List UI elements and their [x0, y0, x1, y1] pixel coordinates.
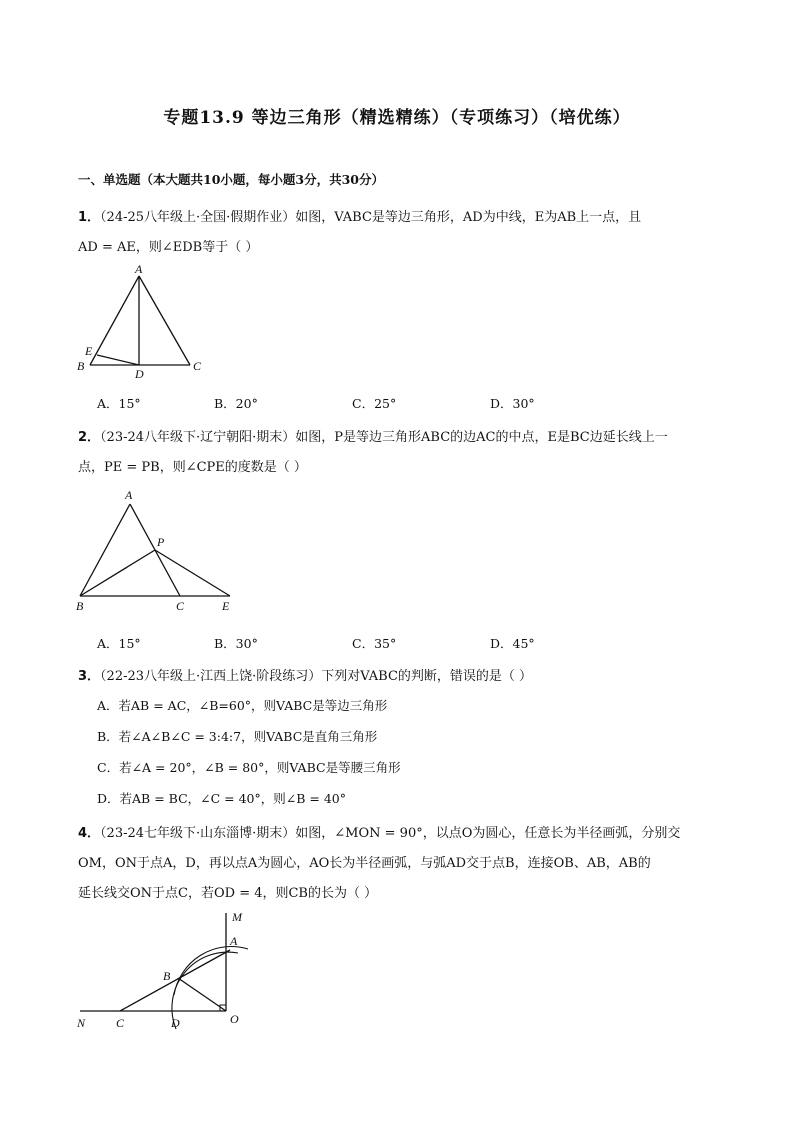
- question-2-option-b: B．30°: [214, 636, 258, 651]
- q4-label-C: C: [116, 1016, 125, 1030]
- question-1-number: 1．: [78, 210, 101, 225]
- question-1-option-d: D．30°: [490, 396, 535, 411]
- question-1-option-c: C．25°: [352, 396, 397, 411]
- question-3-number: 3．: [78, 669, 101, 684]
- question-3-line-1: [78, 665, 532, 684]
- q4-label-A: A: [230, 934, 238, 948]
- question-3-option-d: D．若AB = BC，∠C = 40°，则∠B = 40°: [97, 791, 346, 806]
- question-4-figure: [72, 905, 262, 1035]
- question-3-text-1: （22-23八年级上·江西上饶·阶段练习）下列对VABC的判断，错误的是（ ）: [100, 669, 533, 684]
- q2-label-B: B: [76, 599, 84, 613]
- q4-label-O: O: [230, 1012, 239, 1026]
- question-4-number: 4．: [78, 826, 101, 841]
- question-2-figure: [72, 484, 242, 614]
- question-2-text-2: 点，PE = PB，则∠CPE的度数是（ ）: [78, 460, 307, 475]
- q4-label-D: D: [171, 1016, 180, 1030]
- q1-label-A: A: [135, 262, 143, 276]
- question-2-option-a: A．15°: [97, 636, 141, 651]
- q1-label-C: C: [193, 359, 202, 373]
- question-1-line-1: [78, 206, 641, 225]
- question-4-line-1: [78, 822, 680, 841]
- q2-label-C: C: [176, 599, 185, 613]
- question-1-text-1: （24-25八年级上·全国·假期作业）如图，VABC是等边三角形，AD为中线，E为AB上一点，且: [100, 210, 642, 225]
- question-2-option-c: C．35°: [352, 636, 397, 651]
- question-3-option-c: C．若∠A = 20°，∠B = 80°，则VABC是等腰三角形: [97, 760, 401, 775]
- q1-label-D: D: [135, 367, 144, 380]
- question-2-line-1: [78, 426, 668, 445]
- question-1-text-2: AD = AE，则∠EDB等于（ ）: [78, 240, 259, 255]
- q1-label-B: B: [77, 359, 85, 373]
- question-2-text-1: （23-24八年级下·辽宁朝阳·期末）如图，P是等边三角形ABC的边AC的中点，E是BC边延长线上一: [100, 430, 668, 445]
- question-3-option-b: B．若∠A∠B∠C = 3:4:7，则VABC是直角三角形: [97, 729, 378, 744]
- question-2-number: 2．: [78, 430, 101, 445]
- q4-label-N: N: [77, 1016, 86, 1030]
- question-3-option-a: A．若AB = AC，∠B=60°，则VABC是等边三角形: [97, 698, 388, 713]
- q2-label-E: E: [222, 599, 230, 613]
- q2-label-P: P: [157, 535, 165, 549]
- q1-label-E: E: [85, 344, 93, 358]
- q2-label-A: A: [125, 488, 133, 502]
- page-title: 专题13.9 等边三角形（精选精练）（专项练习）（培优练）: [163, 108, 631, 128]
- question-1-option-b: B．20°: [214, 396, 258, 411]
- question-1-option-a: A．15°: [97, 396, 141, 411]
- q4-label-B: B: [163, 969, 171, 983]
- question-2-option-d: D．45°: [490, 636, 535, 651]
- question-4-text-3: 延长线交ON于点C，若OD = 4，则CB的长为（ ）: [78, 886, 378, 901]
- question-1-figure: [72, 262, 212, 380]
- q4-label-M: M: [232, 910, 242, 924]
- question-4-text-1: （23-24七年级下·山东淄博·期末）如图，∠MON = 90°，以点O为圆心，任意长为半径画弧，分别交: [100, 826, 681, 841]
- question-4-text-2: OM，ON于点A，D，再以点A为圆心，AO长为半径画弧，与弧AD交于点B，连接OB、AB，AB的: [78, 856, 651, 871]
- section-heading: 一、单选题（本大题共10小题，每小题3分，共30分）: [78, 172, 384, 187]
